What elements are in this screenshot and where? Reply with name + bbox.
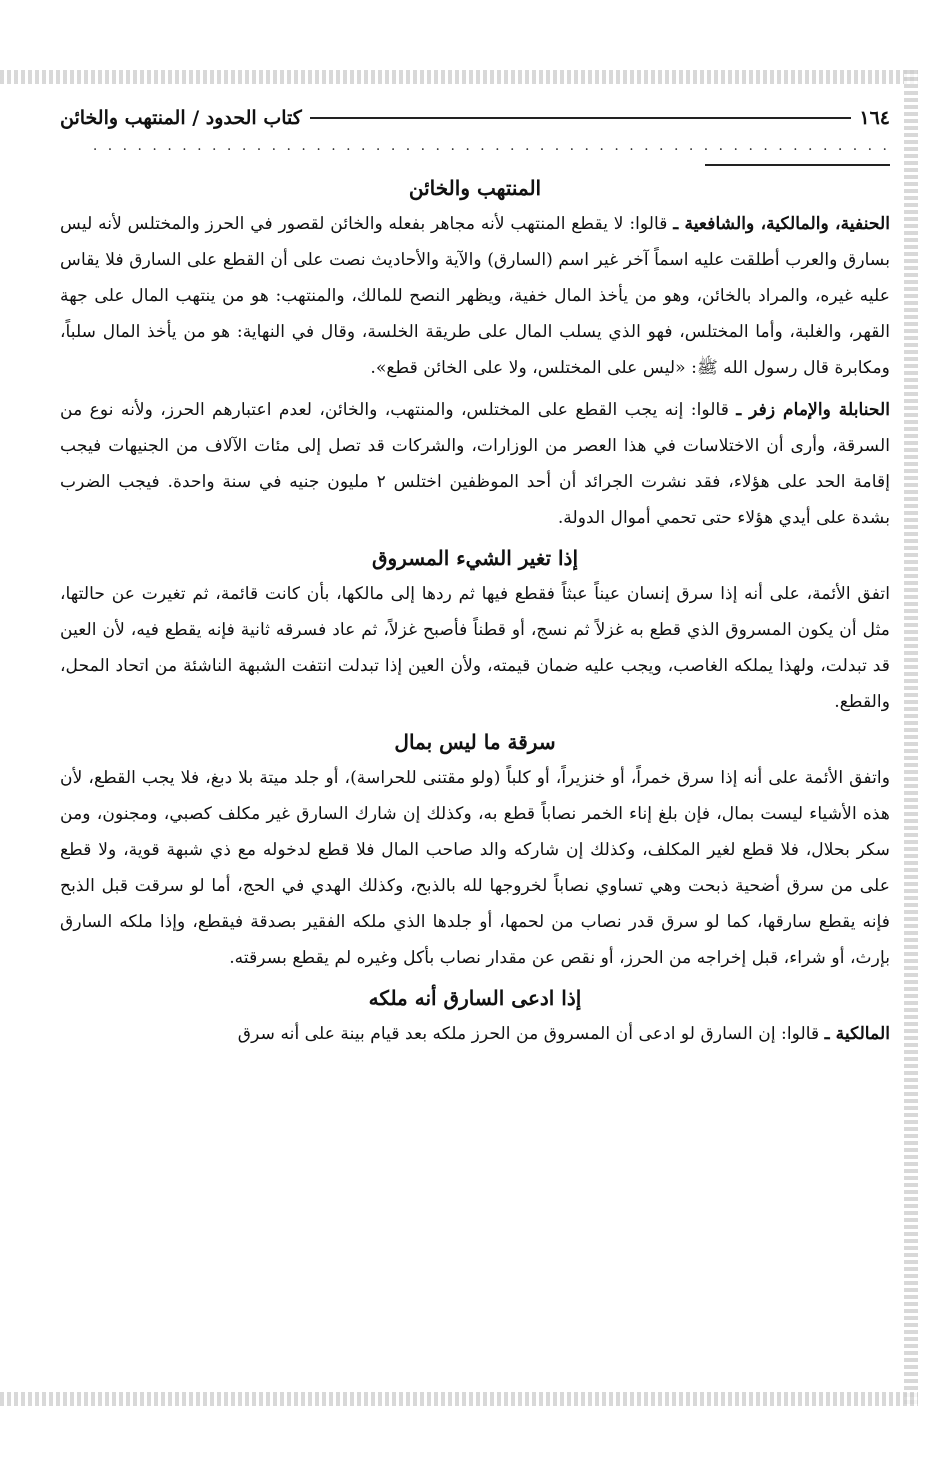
dotted-separator: . . . . . . . . . . . . . . . . . . . . . . . . . . . . . . . . . . . . . . . . . . . . . . . . . . . . . . <box>92 138 890 154</box>
paragraph-lead: المالكية ـ <box>824 1024 890 1044</box>
paragraph-text: اتفق الأئمة، على أنه إذا سرق إنسان عيناً عبثاً فقطع فيها ثم ردها إلى مالكها، بأن كانت قائمة، ثم تغيرت عن حالتها، مثل أن يكون المسروق الذي قطع به غزلاً ثم نسج، أو قطناً فأصبح غزلاً، ثم عاد فسرقه ثانية فإنه يقطع فيه، لأن العين قد تبدلت، ولهذا يملكه الغاصب، ويجب عليه ضمان قيمته، ولأن العين إذا تبدلت انتفت الشبهة الناشئة من اتحاد المحل، والقطع. <box>60 584 890 712</box>
paragraph-text: قالوا: لا يقطع المنتهب لأنه مجاهر بفعله والخائن لقصور في الحرز والمختلس لأنه ليس بسارق والعرب أطلقت عليه اسماً آخر غير اسم (السارق) والآية والأحاديث نصت على أن القطع على السارق فلا يقاس عليه غيره، والمراد بالخائن، وهو من يأخذ المال خفية، ويظهر النصح للمالك، والمنتهب: هو من ينتهب المال على جهة القهر، والغلبة، وأما المختلس، فهو الذي يسلب المال على طريقة الخلسة، وقال في النهاية: هو من يأخذ المال سلباً، ومكابرة قال رسول الله ﷺ: «ليس على المختلس، ولا على الخائن قطع». <box>60 214 890 378</box>
paragraph <box>60 392 890 536</box>
paragraph-text: قالوا: إن السارق لو ادعى أن المسروق من الحرز ملكه بعد قيام بينة على أنه سرق <box>237 1024 820 1044</box>
paragraph <box>60 206 890 386</box>
paragraph-text: قالوا: إنه يجب القطع على المختلس، والمنتهب، والخائن، لعدم اعتبارهم الحرز، ولأنه نوع من السرقة، وأرى أن الاختلاسات في هذا العصر من الوزارات، والشركات قد تصل إلى مئات الآلاف من الجنيهات فيجب إقامة الحد على هؤلاء، فقد نشرت الجرائد أن أحد الموظفين اختلس ٢ مليون جنيه في سنة واحدة. فيجب الضرب بشدة على أيدي هؤلاء حتى تحمي أموال الدولة. <box>60 400 890 528</box>
section-title: إذا ادعى السارق أنه ملكه <box>368 986 582 1010</box>
section-title: سرقة ما ليس بمال <box>394 730 556 754</box>
book-page <box>60 100 890 1058</box>
top-ornamental-border <box>0 70 918 84</box>
paragraph <box>60 1016 890 1052</box>
paragraph-lead: الحنفية، والمالكية، والشافعية ـ <box>673 214 890 234</box>
page-number: ١٦٤ <box>859 107 890 129</box>
running-title: كتاب الحدود / المنتهب والخائن <box>60 107 302 129</box>
section-title: إذا تغير الشيء المسروق <box>371 546 579 570</box>
header-rule <box>310 117 852 119</box>
paragraph-text: واتفق الأئمة على أنه إذا سرق خمراً، أو خنزيراً، أو كلباً (ولو مقتنى للحراسة)، أو جلد ميتة بلا دبغ، فلا يجب القطع، لأن هذه الأشياء ليست بمال، فإن بلغ إناء الخمر نصاباً قطع به، وكذلك إن شارك السارق غير مكلف كصبي، ومجنون، ومن سكر بحلال، فلا قطع لغير المكلف، وكذلك إن شاركه والد صاحب المال فلا قطع لدخوله مع ذي شبهة قوية، ولا قطع على من سرق أضحية ذبحت وهي تساوي نصاباً لخروجها لله بالذبح، وكذلك الهدي في الحج، أما لو سرقت قبل الذبح فإنه يقطع سارقها، كما لو سرق قدر نصاب من لحمها، أو جلدها الذي ملكه الفقير بصدقة فيقطع، وإذا ملكه السارق بإرث، أو شراء، قبل إخراجه من الحرز، أو نقص عن مقدار نصاب بأكل وغيره لم يقطع بسرقته. <box>60 768 890 968</box>
paragraph-lead: الحنابلة والإمام زفر ـ <box>736 400 891 420</box>
footnote-rule <box>705 164 890 166</box>
section-title: المنتهب والخائن <box>408 176 542 200</box>
paragraph <box>60 576 890 720</box>
paragraph <box>60 760 890 976</box>
right-ornamental-border <box>904 70 918 1406</box>
page-header <box>60 100 890 136</box>
bottom-ornamental-border <box>0 1392 918 1406</box>
